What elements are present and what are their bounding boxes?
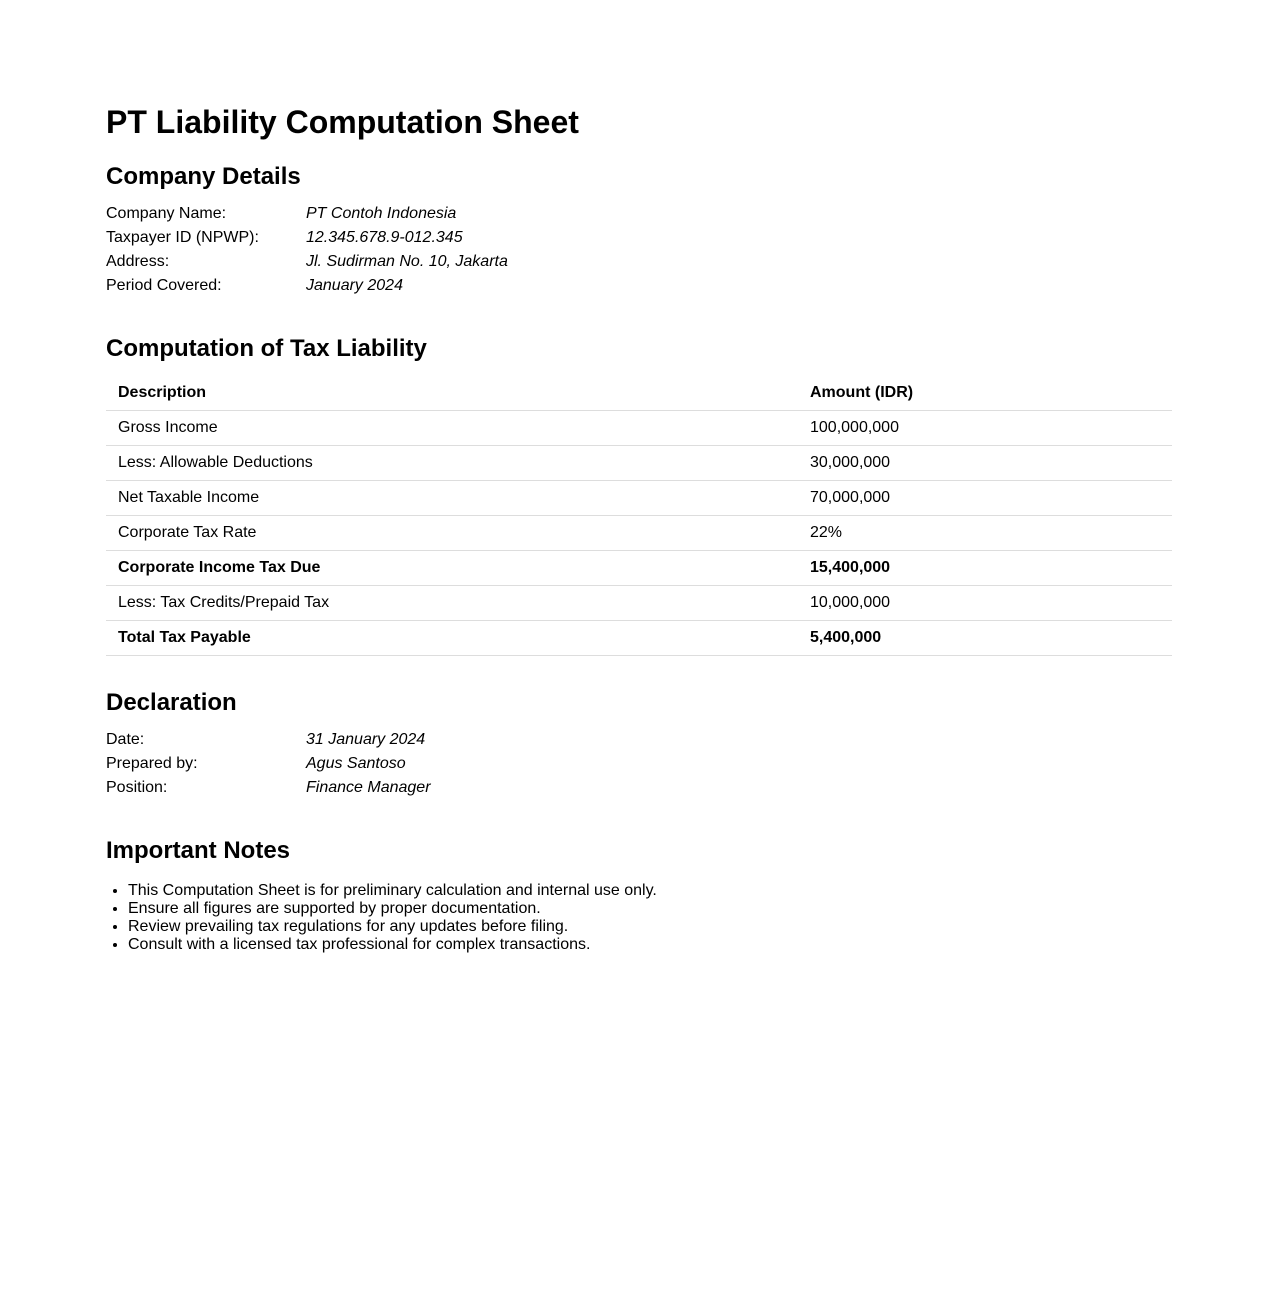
row-description: Corporate Income Tax Due [106,551,798,586]
list-item: • Ensure all figures are supported by proper documentation. [128,900,1172,918]
declaration-list [106,728,1172,800]
list-item: • Consult with a licensed tax professional for complex transactions. [128,936,1172,954]
row-amount: 5,400,000 [798,621,1172,656]
row-amount: 15,400,000 [798,551,1172,586]
row-amount: 30,000,000 [798,446,1172,481]
table-row [106,411,1172,446]
date-label: Date: [106,731,145,748]
prepared-by-value: Agus Santoso [306,755,406,772]
row-description: Net Taxable Income [106,481,798,516]
address-value: Jl. Sudirman No. 10, Jakarta [306,253,508,270]
taxpayer-id-label: Taxpayer ID (NPWP): [106,229,259,246]
row-amount: 100,000,000 [798,411,1172,446]
declaration-heading: Declaration [106,689,237,716]
row-amount: 70,000,000 [798,481,1172,516]
row-description: Less: Tax Credits/Prepaid Tax [106,586,798,621]
address-label: Address: [106,253,170,270]
column-header-description: Description [106,376,798,411]
taxpayer-id-value: 12.345.678.9-012.345 [306,229,463,246]
prepared-by-label: Prepared by: [106,755,198,772]
row-description: Corporate Tax Rate [106,516,798,551]
table-row [106,446,1172,481]
row-amount: 10,000,000 [798,586,1172,621]
list-item: • Review prevailing tax regulations for any updates before filing. [128,918,1172,936]
notes-list [106,882,1172,954]
period-row [106,274,1172,298]
company-name-value: PT Contoh Indonesia [306,205,457,222]
company-details-heading: Company Details [106,163,301,190]
row-amount: 22% [798,516,1172,551]
tax-computation-table [106,376,1172,656]
table-row [106,516,1172,551]
company-name-row [106,202,1172,226]
notes-heading: Important Notes [106,837,291,864]
table-row [106,586,1172,621]
row-description: Less: Allowable Deductions [106,446,798,481]
taxpayer-id-row [106,226,1172,250]
list-item: • This Computation Sheet is for preliminary calculation and internal use only. [128,882,1172,900]
company-name-label: Company Name: [106,205,227,222]
address-row [106,250,1172,274]
date-row [106,728,1172,752]
row-description: Total Tax Payable [106,621,798,656]
period-value: January 2024 [306,277,403,294]
table-row [106,481,1172,516]
position-label: Position: [106,779,168,796]
column-header-amount: Amount (IDR) [798,376,1172,411]
company-details-list [106,202,1172,298]
row-description: Gross Income [106,411,798,446]
page-title: PT Liability Computation Sheet [106,104,579,140]
prepared-by-row [106,752,1172,776]
table-row-total [106,621,1172,656]
computation-heading: Computation of Tax Liability [106,335,427,362]
table-header-row [106,376,1172,411]
period-label: Period Covered: [106,277,222,294]
position-value: Finance Manager [306,779,431,796]
position-row [106,776,1172,800]
date-value: 31 January 2024 [306,731,426,748]
table-row-tax-due [106,551,1172,586]
